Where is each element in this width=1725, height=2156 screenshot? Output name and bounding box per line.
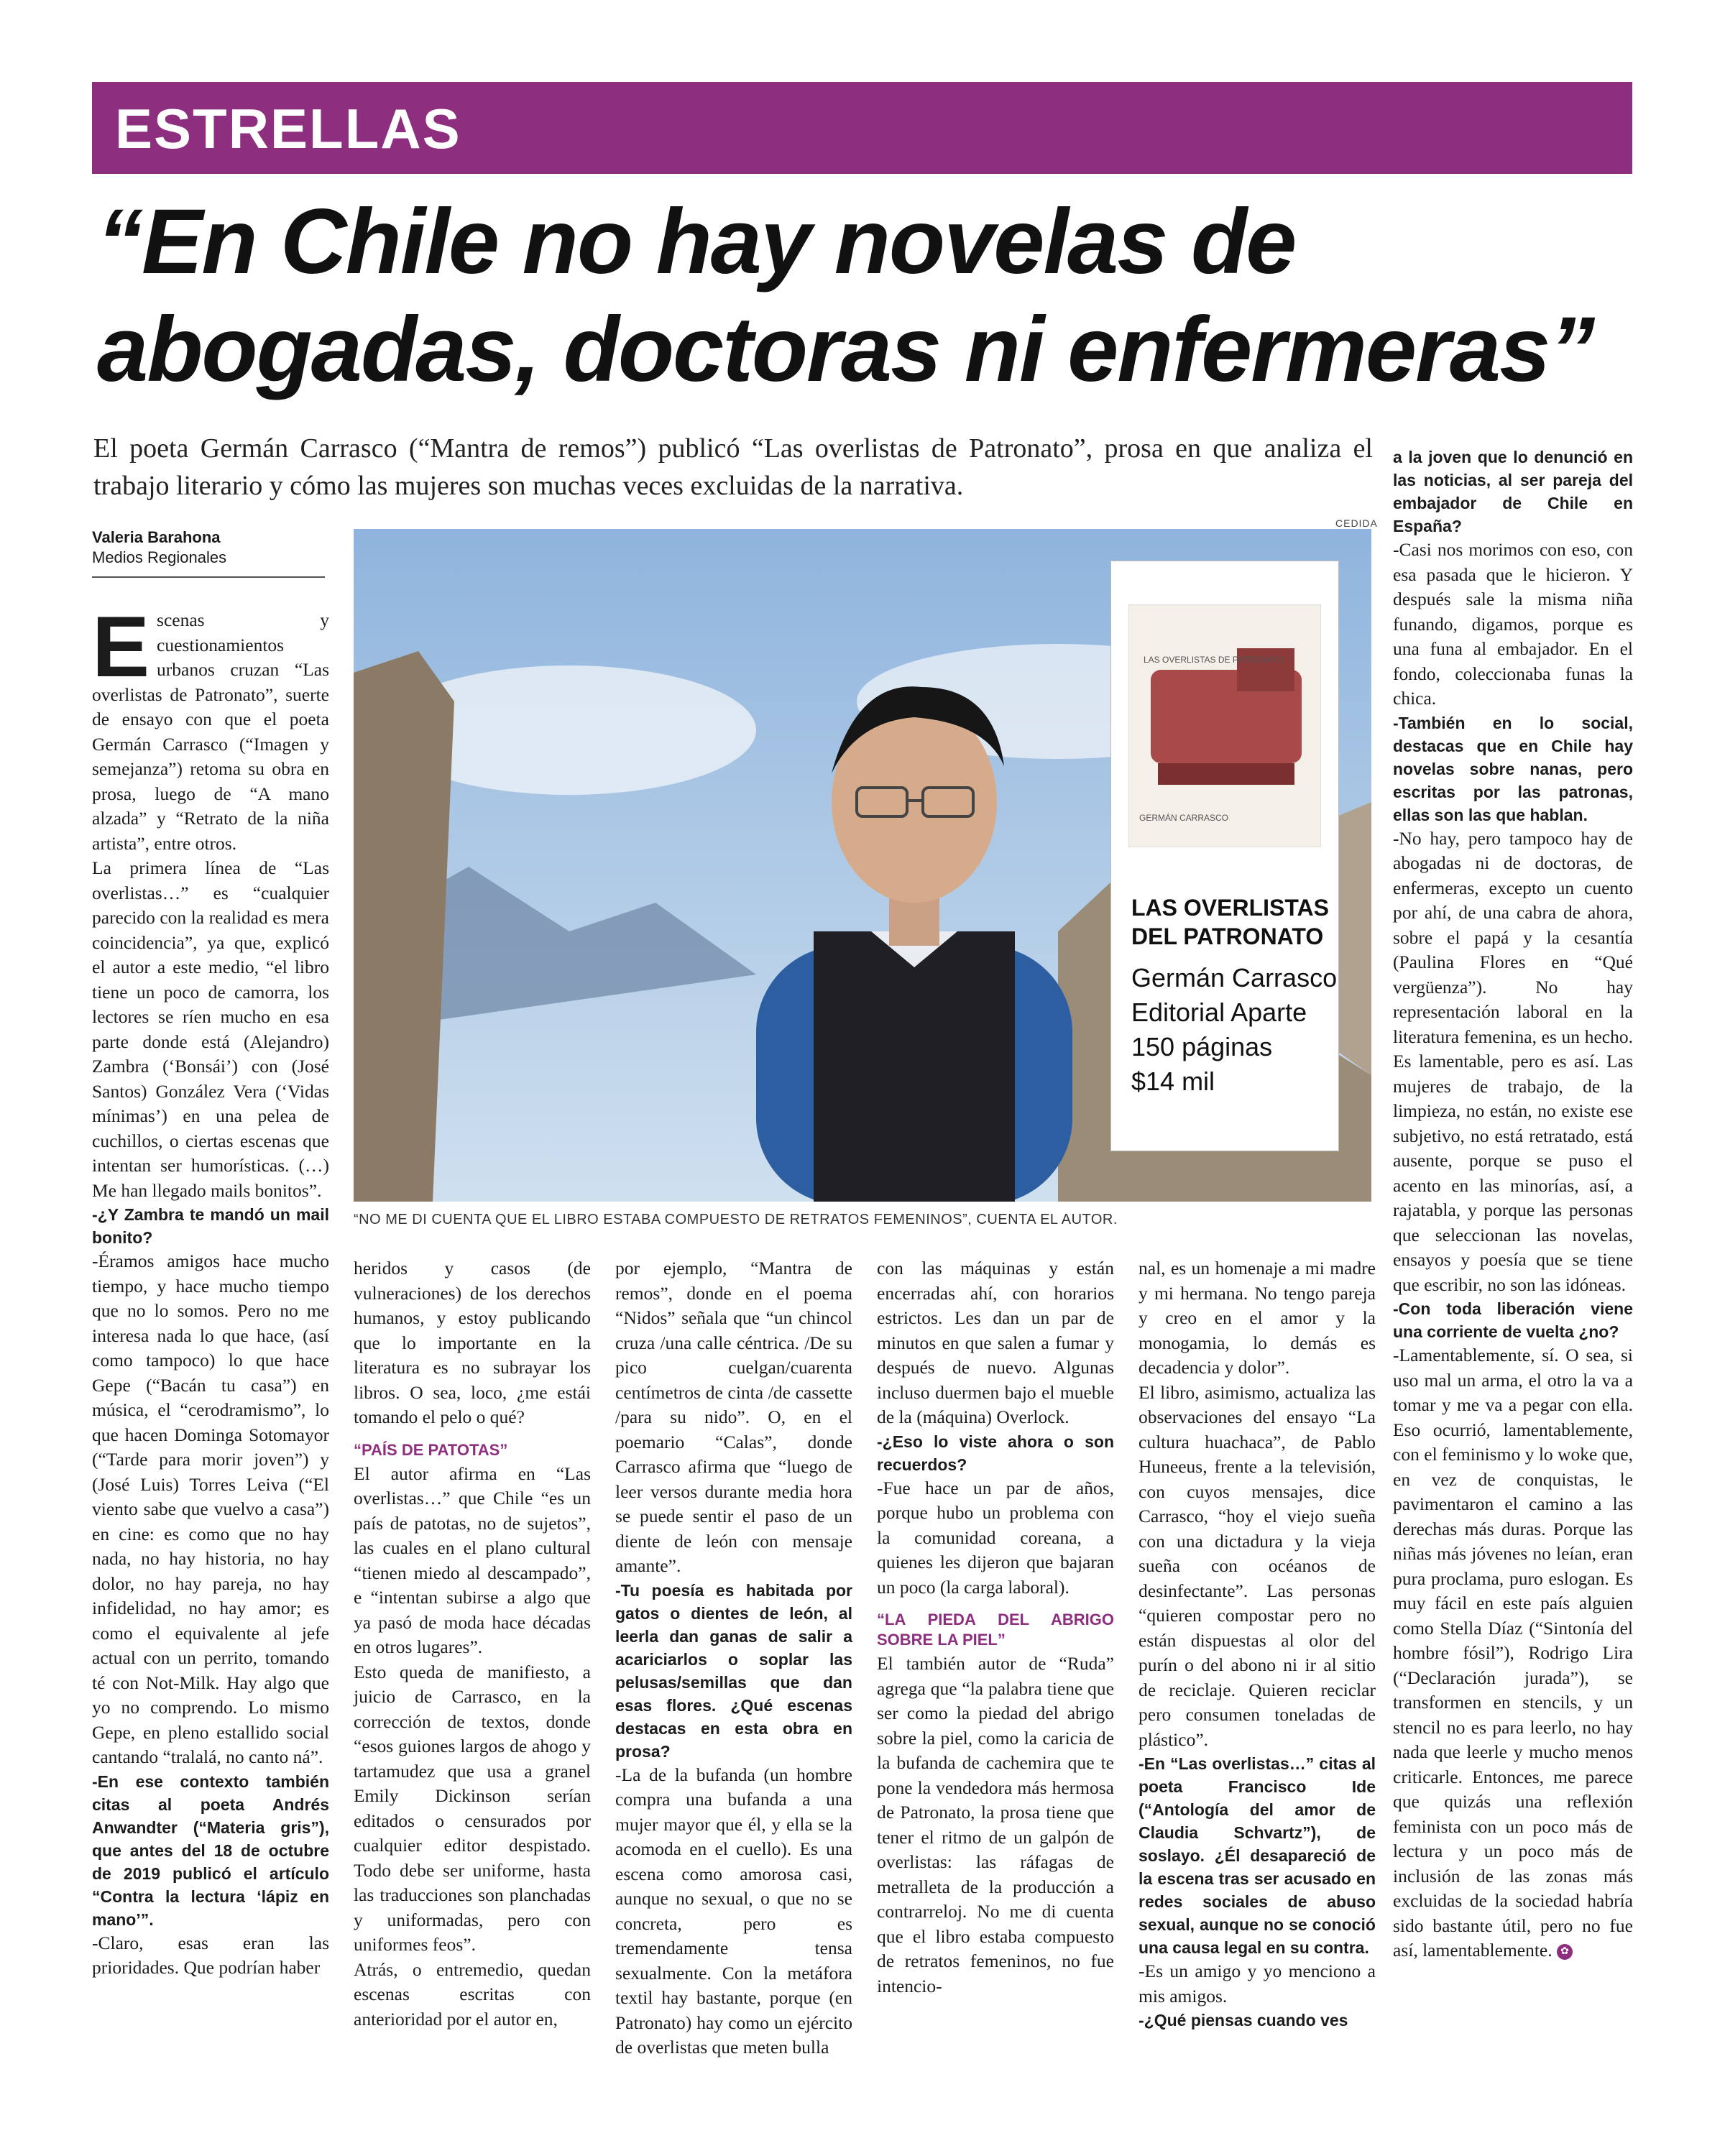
sewing-machine-icon [1129, 605, 1321, 847]
article-column-2 [354, 1256, 591, 2081]
interview-question: -Tu poesía es habitada por gatos o dientes de león, al leerla dan ganas de salir a acariciarlos o soplar las pelusas/semillas que dan esas flores. ¿Qué escenas destacas en esta obra en prosa? [615, 1580, 852, 1761]
paragraph: El autor afirma en “Las overlistas…” que Chile “es un país de patotas, no de sujetos”, las cuales en el plano cultural “tienen miedo al descampado”, e “intentan subirse a algo que ya pasó de moda hace décadas en otros lugares”. [354, 1462, 591, 1657]
subheading: “PAÍS DE PATOTAS” [354, 1440, 508, 1459]
interview-question: -¿Eso lo viste ahora o son recuerdos? [877, 1432, 1114, 1474]
paragraph: -Es un amigo y yo menciono a mis amigos. [1138, 1961, 1376, 2007]
paragraph: La primera línea de “Las overlistas…” es “cualquier parecido con la realidad es mera coincidencia”, ya que, explicó el autor a este medio, “el libro tiene un poco de camorra, los lectores se ríen mucho en esa parte donde está (Alejandro) Zambra (‘Bonsái’) con (José Santos) González Vera (‘Vidas mínimas’) en una pelea de cuchillos, o ciertas escenas que intentan ser humorísticas. (…) Me han llegado mails bonitos”. [92, 857, 329, 1201]
paragraph: -Éramos amigos hace mucho tiempo, y hace mucho tiempo que no lo somos. Pero no me interesa nada lo que hace, (así como tampoco) lo que hace Gepe (“Bacán tu casa”) en música, el “cerodramismo”, lo que hacen Dominga Sotomayor (“Tarde para morir joven”) y (José Luis) Torres Leiva (“El viento sabe que vuelvo a casa”) en cine: es como que no hay nada, no hay historia, no hay dolor, no hay pareja, no hay infidelidad, no hay amor; es como el equivalente al jefe actual con un perrito, tomando té con Not-Milk. Hay algo que yo no comprendo. Lo mismo Gepe, en pleno estallido social cantando “tralalá, no canto ná”. [92, 1250, 329, 1767]
paragraph: -No hay, pero tampoco hay de abogadas ni de doctoras, de enfermeras, excepto un cuento por ahí, de una cabra de ahora, sobre el papá y la cesantía (Paulina Flores en “Qué vergüenza”). No hay representación laboral en la literatura femenina, es un hecho. Es lamentable, pero es así. Las mujeres de trabajo, de la limpieza, no están, no existe ese subjetivo, no está retratado, está ausente, porque se puso el acento en las minorías, así, a rajatabla, y porque las personas que seleccionan las novelas, ensayos y poesía que se tiene que escribir, no son las idóneas. [1393, 827, 1633, 1295]
paragraph: -Casi nos morimos con eso, con esa pasada que le hicieron. Y después sale la misma niña funando, digamos, porque es una funa al embajador. En el fondo, coleccionaba funas la chica. [1393, 539, 1633, 709]
interview-question: -También en lo social, destacas que en Chile hay novelas sobre nanas, pero escritas por las patronas, ellas son las que hablan. [1393, 713, 1633, 824]
subheading: “LA PIEDA DEL ABRIGO SOBRE LA PIEL” [877, 1611, 1114, 1649]
end-of-article-icon: ✿ [1557, 1944, 1573, 1960]
book-info-box [1110, 561, 1339, 1151]
paragraph: -Fue hace un par de años, porque hubo un problema con la comunidad coreana, a quienes les dijeron que bajaran un poco (la carga laboral). [877, 1477, 1114, 1598]
author-photo [354, 529, 1371, 1202]
interview-question: -Con toda liberación viene una corriente de vuelta ¿no? [1393, 1299, 1633, 1341]
book-details [1131, 961, 1340, 1099]
headline: “En Chile no hay novelas de abogadas, doctoras ni enfermeras” [97, 190, 1594, 401]
paragraph: nal, es un homenaje a mi madre y mi hermana. No tengo pareja y creo en el amor y la monogamia, lo demás es decadencia y dolor”. [1138, 1258, 1376, 1378]
article-column-3 [615, 1256, 852, 2081]
paragraph: -La de la bufanda (un hombre compra una bufanda a una mujer mayor que él, y ella se la acomoda en el cuello). Es una escena como amorosa casi, aunque no sexual, o que no se concreta, pero es tremendamente tensa sexualmente. Con la metáfora textil hay bastante, porque (en Patronato) hay como un ejército de overlistas que meten bulla [615, 1764, 852, 2058]
book-cover-image [1128, 604, 1321, 847]
paragraph: -Claro, esas eran las prioridades. Que podrían haber [92, 1932, 329, 1978]
byline-rule [92, 576, 325, 578]
interview-question: -En ese contexto también citas al poeta Andrés Anwandter (“Materia gris”), que antes del 18 de octubre de 2019 publicó el artículo “Contra la lectura ‘lápiz en mano’”. [92, 1772, 329, 1929]
byline [92, 528, 226, 568]
paragraph: por ejemplo, “Mantra de remos”, donde en el poema “Nidos” señala que “un chincol cruza /una calle céntrica. /De su pico cuelgan/cuarenta centímetros de cinta /de cassette /para su nido”. O, en el poemario “Calas”, donde Carrasco afirma que “luego de leer versos durante media hora se puede sentir el paso de un diente de león con mensaje amante”. [615, 1258, 852, 1576]
paragraph: Atrás, o entremedio, quedan escenas escritas con anterioridad por el autor en, [354, 1958, 591, 2030]
interview-question: a la joven que lo denunció en las noticias, al ser pareja del embajador de Chile en España? [1393, 448, 1633, 535]
book-title: LAS OVERLISTAS DEL PATRONATO [1131, 895, 1329, 949]
book-pages: 150 páginas [1131, 1032, 1273, 1061]
article-column-6 [1393, 446, 1633, 2081]
photo-credit: CEDIDA [1335, 517, 1378, 529]
paragraph: heridos y casos (de vulneraciones) de los derechos humanos, y estoy publicando que lo importante en la literatura es no subrayar los libros. O sea, loco, ¿me estái tomando el pelo o qué? [354, 1258, 591, 1427]
paragraph: El libro, asimismo, actualiza las observaciones del ensayo “La cultura huachaca”, de Pablo Huneeus, frente a la televisión, con cuyos mensajes, dice Carrasco, “hoy el viejo sueña con una dictadura y la vieja sueña con océanos de desinfectante”. Las personas “quieren compostar pero no están dispuestas al olor del purín o del abono ni ir al sitio de reciclaje. Quieren reciclar pero consumen toneladas de plástico”. [1138, 1381, 1376, 1750]
book-author: Germán Carrasco [1131, 963, 1338, 992]
article-column-5 [1138, 1256, 1376, 2081]
byline-name: Valeria Barahona [92, 528, 221, 546]
section-label: ESTRELLAS [115, 97, 461, 160]
photo-caption: “NO ME DI CUENTA QUE EL LIBRO ESTABA COMPUESTO DE RETRATOS FEMENINOS”, CUENTA EL AUTOR. [354, 1212, 1118, 1227]
lede: El poeta Germán Carrasco (“Mantra de remos”) publicó “Las overlistas de Patronato”, prosa en que analiza el trabajo literario y cómo las mujeres son muchas veces excluidas de la narrativa. [93, 433, 1373, 501]
interview-question: -¿Y Zambra te mandó un mail bonito? [92, 1205, 329, 1247]
article-column-4 [877, 1256, 1114, 2081]
byline-outlet: Medios Regionales [92, 548, 227, 566]
interview-question: -¿Qué piensas cuando ves [1138, 2011, 1348, 2030]
book-publisher: Editorial Aparte [1131, 998, 1307, 1027]
paragraph: con las máquinas y están encerradas ahí, con horarios estrictos. Les dan un par de minutos en que salen a fumar y después de nuevo. Algunas incluso duermen bajo el mueble de la (máquina) Overlock. [877, 1258, 1114, 1427]
paragraph: Esto queda de manifiesto, a juicio de Carrasco, en la corrección de textos, donde “esos guiones largos de ahogo y tartamudez que usa a granel Emily Dickinson serían editados o censurados por cualquier editor despistado. Todo debe ser uniforme, hasta las traducciones son planchadas y uniformadas, pero con uniformes feos”. [354, 1661, 591, 1955]
drop-cap: E [92, 599, 150, 695]
book-price: $14 mil [1131, 1067, 1215, 1096]
interview-question: -En “Las overlistas…” citas al poeta Francisco Ide (“Antología del amor de Claudia Schvartz”), de soslayo. ¿Él desapareció de la escena tras ser acusado en redes sociales de abuso sexual, aunque no se conoció una causa legal en su contra. [1138, 1754, 1376, 1957]
paragraph: -Lamentablemente, sí. O sea, si uso mal un arma, el otro la va a tomar y me va a pegar con ella. Eso ocurrió, lamentablemente, con el feminismo y lo woke que, en vez de conquistas, le pavimentaron el camino a las derechas más duras. Porque las niñas más jóvenes no leían, eran pura proclama, puro eslogan. Es muy fácil en este país alguien como Stella Díaz (“Sintonía del hombre fósil”), Rodrigo Lira (“Declaración jurada”), se transformen en stencils, y un stencil no es para leerlo, no hay nada que leerle y mucho menos criticarle. Entonces, me parece que quizás una reflexión feminista con un poco más de lectura y un poco más de inclusión de las zonas más excluidas de la sociedad habría sido bastante útil, pero no fue así, lamentablemente. [1393, 1345, 1633, 1961]
svg-text:GERMÁN CARRASCO: GERMÁN CARRASCO [1139, 813, 1229, 823]
article-column-1 [92, 599, 329, 2078]
svg-text:LAS OVERLISTAS DE PATRONATO: LAS OVERLISTAS DE PATRONATO [1144, 655, 1284, 665]
paragraph: El también autor de “Ruda” agrega que “la palabra tiene que ser como la piedad del abrigo sobre la piel, como la caricia de la bufanda de cachemira que te pone la vendedora más hermosa de Patronato, la prosa tiene que tener el ritmo de un galpón de overlistas: las ráfagas de metralleta de la producción a contrarreloj. No me di cuenta que el libro estaba compuesto de retratos femeninos, no fue intencio- [877, 1653, 1114, 1996]
paragraph: scenas y cuestionamientos urbanos cruzan “Las overlistas de Patronato”, suerte de ensayo con que el poeta Germán Carrasco (“Imagen y semejanza”) retoma su obra en prosa, luego de “A mano alzada” y “Retrato de la niña artista”, entre otros. [92, 609, 329, 854]
